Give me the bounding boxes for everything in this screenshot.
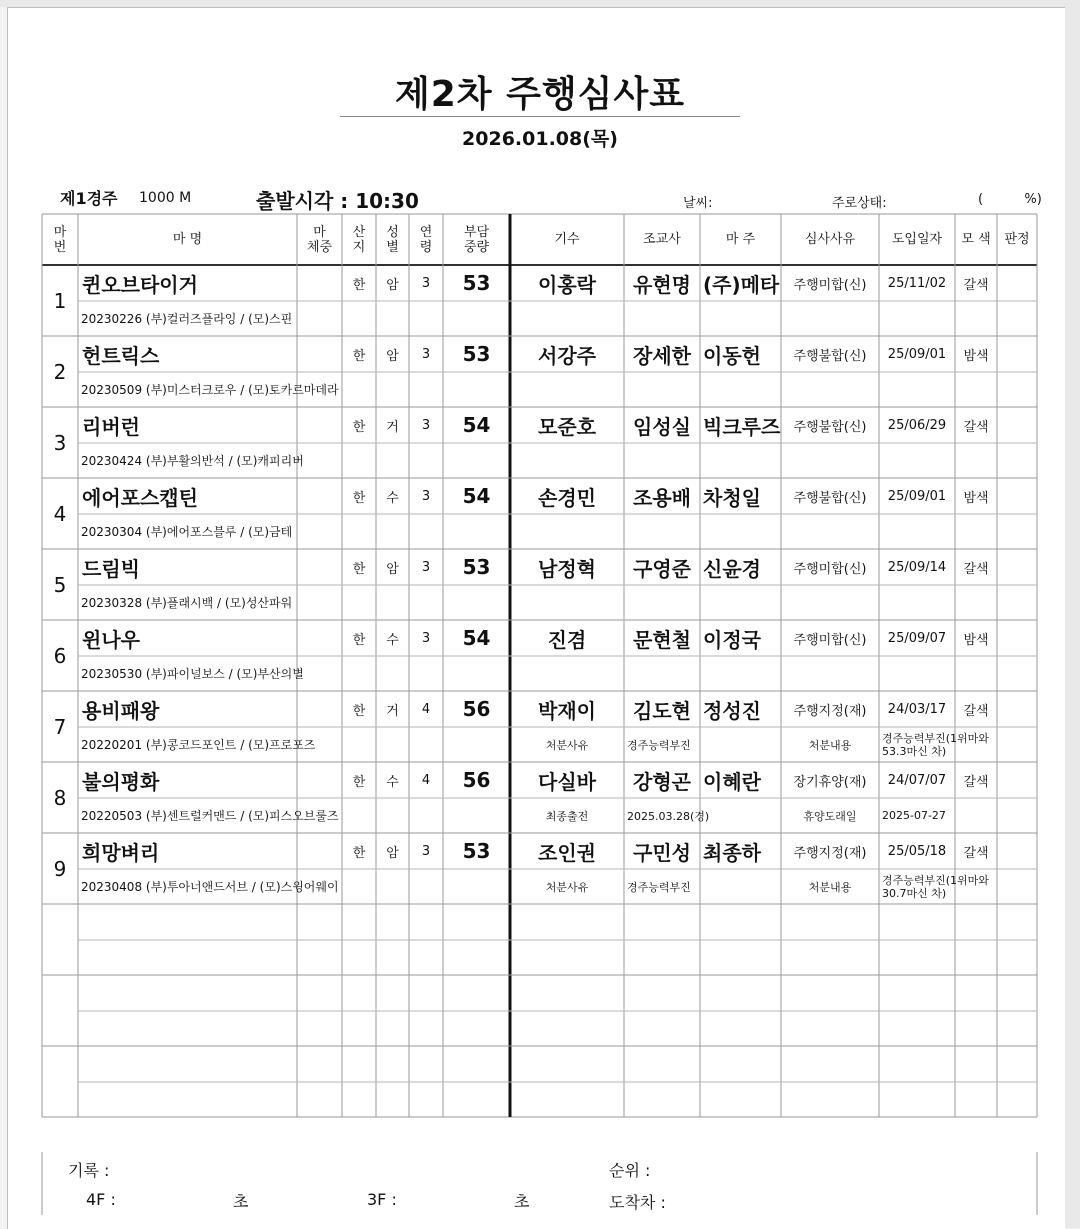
horse-number: 3 [53, 430, 67, 455]
horse-sex: 암 [386, 561, 399, 577]
horse-sex: 수 [386, 490, 399, 506]
horse-number: 8 [53, 785, 67, 810]
race-date: 2026.01.08(목) [462, 128, 618, 150]
intro-date: 25/09/07 [887, 630, 947, 646]
extra-label-2: 처분내용 [808, 738, 852, 752]
extra-value-2: 경주능력부진(1위마와 53.3마신 차) [882, 731, 989, 758]
coat-color: 밤색 [963, 490, 989, 506]
split-4f-label: 4F : [86, 1190, 116, 1209]
horse-origin: 한 [352, 632, 366, 648]
jockey-name: 다실바 [538, 769, 596, 794]
burden-weight: 56 [462, 697, 491, 721]
trainer-name: 임성실 [633, 414, 691, 439]
race-distance: 1000 M [139, 190, 192, 206]
record-label: 기록 : [68, 1161, 110, 1180]
horse-sex: 수 [386, 774, 399, 790]
trainer-name: 조용배 [633, 485, 691, 510]
header-jockey: 기수 [554, 232, 580, 247]
horse-age: 3 [421, 488, 431, 504]
header-no: 마 번 [53, 224, 67, 255]
intro-date: 25/06/29 [887, 417, 947, 433]
header-name: 마 명 [172, 232, 203, 247]
pedigree-line: 20230408 (부)투아너앤드서브 / (모)스윙어웨이 [81, 880, 339, 894]
coat-color: 밤색 [963, 348, 989, 364]
coat-color: 갈색 [963, 703, 989, 719]
burden-weight: 54 [462, 626, 491, 650]
review-reason: 주행미합(신) [793, 561, 867, 577]
review-reason: 주행불합(신) [793, 419, 867, 435]
extra-value-1: 경주능력부진 [627, 738, 691, 752]
horse-name: 퀸오브타이거 [82, 272, 198, 297]
seconds-label-2: 초 [514, 1192, 530, 1211]
header-owner: 마 주 [725, 232, 756, 247]
horse-name: 헌트릭스 [82, 343, 160, 368]
coat-color: 갈색 [963, 845, 989, 861]
owner-name: 이정국 [703, 627, 761, 652]
horse-number: 6 [53, 643, 67, 668]
trainer-name: 김도현 [633, 698, 691, 723]
horse-sex: 암 [386, 277, 399, 293]
review-reason: 주행미합(신) [793, 632, 867, 648]
pedigree-line: 20230509 (부)미스터크로우 / (모)토카르마데라 [81, 383, 339, 397]
horse-age: 3 [421, 630, 431, 646]
extra-label-1: 처분사유 [545, 880, 589, 894]
horse-origin: 한 [352, 490, 366, 506]
intro-date: 24/03/17 [887, 701, 947, 717]
horse-name: 리버런 [82, 414, 140, 439]
header-age: 연 령 [419, 224, 433, 255]
owner-name: (주)메타 [703, 272, 780, 297]
coat-color: 갈색 [963, 277, 989, 293]
weather-label: 날씨: [683, 196, 713, 211]
jockey-name: 손경민 [538, 485, 596, 510]
horse-number: 9 [53, 856, 67, 881]
intro-date: 25/05/18 [887, 843, 947, 859]
coat-color: 밤색 [963, 632, 989, 648]
horse-origin: 한 [352, 703, 366, 719]
jockey-name: 서강주 [538, 343, 596, 368]
horse-number: 5 [53, 572, 67, 597]
trainer-name: 구영준 [633, 556, 691, 581]
start-time: 출발시각 : 10:30 [256, 189, 419, 213]
header-origin: 산 지 [352, 224, 366, 255]
trainer-name: 유현명 [633, 272, 691, 297]
owner-name: 빅크루즈 [703, 414, 781, 439]
coat-color: 갈색 [963, 561, 989, 577]
extra-value-1: 경주능력부진 [627, 880, 691, 894]
horse-age: 3 [421, 559, 431, 575]
horse-number: 7 [53, 714, 67, 739]
pedigree-line: 20220201 (부)콩코드포인트 / (모)프로포즈 [81, 738, 316, 752]
review-reason: 장기휴양(재) [793, 774, 867, 790]
extra-label-1: 처분사유 [545, 738, 589, 752]
burden-weight: 53 [462, 342, 491, 366]
owner-name: 이혜란 [703, 769, 761, 794]
header-reason: 심사사유 [804, 232, 856, 247]
trainer-name: 장세한 [633, 343, 691, 368]
intro-date: 25/09/01 [887, 488, 947, 504]
burden-weight: 54 [462, 413, 491, 437]
horse-sex: 거 [386, 419, 399, 435]
burden-weight: 53 [462, 555, 491, 579]
header-intro-date: 도입일자 [891, 232, 943, 247]
jockey-name: 남정혁 [538, 556, 596, 581]
horse-age: 4 [421, 701, 431, 717]
intro-date: 25/11/02 [887, 275, 947, 291]
trainer-name: 구민성 [633, 840, 691, 865]
horse-sex: 암 [386, 348, 399, 364]
pedigree-line: 20230226 (부)컬러즈플라잉 / (모)스핀 [81, 312, 293, 326]
review-reason: 주행지정(재) [793, 703, 867, 719]
burden-weight: 54 [462, 484, 491, 508]
rank-label: 순위 : [609, 1161, 651, 1180]
horse-origin: 한 [352, 277, 366, 293]
moisture-percent-label: ( %) [978, 192, 1042, 207]
horse-name: 윈나우 [82, 627, 140, 652]
horse-age: 3 [421, 417, 431, 433]
owner-name: 차청일 [703, 485, 761, 510]
race-number: 제1경주 [60, 189, 118, 208]
extra-value-1: 2025.03.28(경) [627, 809, 710, 823]
owner-name: 최종하 [703, 840, 761, 865]
intro-date: 25/09/01 [887, 346, 947, 362]
trainer-name: 문현철 [633, 627, 691, 652]
review-reason: 주행지정(재) [793, 845, 867, 861]
horse-sex: 거 [386, 703, 399, 719]
pedigree-line: 20220503 (부)센트럴커맨드 / (모)피스오브룰즈 [81, 809, 339, 823]
header-trainer: 조교사 [643, 232, 681, 247]
header-color: 모 색 [961, 232, 991, 247]
review-reason: 주행불합(신) [793, 490, 867, 506]
burden-weight: 56 [462, 768, 491, 792]
pedigree-line: 20230530 (부)파이널보스 / (모)부산의별 [81, 667, 304, 681]
extra-label-2: 처분내용 [808, 880, 852, 894]
horse-sex: 수 [386, 632, 399, 648]
horse-age: 3 [421, 275, 431, 291]
arrival-margin-label: 도착차 : [609, 1193, 666, 1212]
extra-value-2: 경주능력부진(1위마와 30.7마신 차) [882, 873, 989, 900]
jockey-name: 모준호 [538, 414, 596, 439]
horse-name: 희망벼리 [82, 840, 160, 865]
horse-age: 3 [421, 346, 431, 362]
header-verdict: 판정 [1004, 232, 1030, 247]
horse-origin: 한 [352, 348, 366, 364]
pedigree-line: 20230328 (부)플래시백 / (모)성산파워 [81, 596, 293, 610]
horse-origin: 한 [352, 774, 366, 790]
horse-name: 에어포스캡틴 [82, 485, 198, 510]
extra-value-2: 2025-07-27 [882, 809, 946, 822]
jockey-name: 박재이 [538, 698, 596, 723]
horse-origin: 한 [352, 845, 366, 861]
horse-number: 4 [53, 501, 67, 526]
owner-name: 이동헌 [703, 343, 761, 368]
jockey-name: 진겸 [547, 627, 587, 652]
horse-number: 2 [53, 359, 67, 384]
horse-name: 불의평화 [82, 769, 160, 794]
intro-date: 24/07/07 [887, 772, 947, 788]
track-condition-label: 주로상태: [832, 196, 887, 211]
jockey-name: 조인권 [538, 840, 596, 865]
horse-age: 4 [421, 772, 431, 788]
horse-origin: 한 [352, 419, 366, 435]
coat-color: 갈색 [963, 419, 989, 435]
extra-label-1: 최종출전 [545, 809, 589, 823]
review-reason: 주행불합(신) [793, 348, 867, 364]
horse-sex: 암 [386, 845, 399, 861]
intro-date: 25/09/14 [887, 559, 947, 575]
burden-weight: 53 [462, 839, 491, 863]
horse-age: 3 [421, 843, 431, 859]
horse-name: 드림빅 [82, 556, 140, 581]
trainer-name: 강형곤 [633, 769, 691, 794]
header-burden: 부담 중량 [463, 224, 490, 255]
owner-name: 정성진 [703, 698, 761, 723]
horse-origin: 한 [352, 561, 366, 577]
pedigree-line: 20230304 (부)에어포스블루 / (모)금테 [81, 525, 293, 539]
header-sex: 성 별 [386, 224, 399, 255]
extra-label-2: 휴양도래일 [803, 809, 857, 823]
split-3f-label: 3F : [367, 1190, 397, 1209]
coat-color: 갈색 [963, 774, 989, 790]
pedigree-line: 20230424 (부)부활의반석 / (모)캐피리버 [81, 454, 304, 468]
horse-number: 1 [53, 288, 67, 313]
seconds-label-1: 초 [233, 1192, 249, 1211]
horse-name: 용비패왕 [82, 698, 160, 723]
page-title: 제2차 주행심사표 [394, 74, 685, 115]
owner-name: 신윤경 [703, 556, 761, 581]
burden-weight: 53 [462, 271, 491, 295]
review-reason: 주행미합(신) [793, 277, 867, 293]
header-weight-change: 마 체중 [306, 224, 333, 255]
jockey-name: 이홍락 [538, 272, 596, 297]
